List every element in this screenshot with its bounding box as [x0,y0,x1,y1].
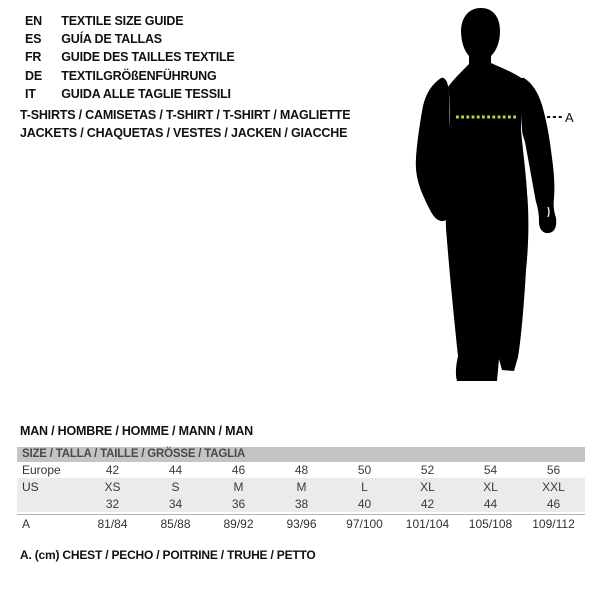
size-cell: 42 [105,463,120,477]
lang-label: GUIDA ALLE TAGLIE TESSILI [61,86,231,101]
size-cell: 34 [168,496,183,511]
size-cell: 44 [168,463,183,477]
size-cell: 38 [294,496,309,511]
size-cell: 54 [483,463,498,477]
lang-row-it [25,85,235,103]
size-cell: 97/100 [346,516,383,531]
size-cell: 93/96 [286,516,317,531]
lang-label: GUÍA DE TALLAS [61,32,162,47]
lang-code: FR [25,50,42,65]
size-cell: M [233,479,244,494]
size-table [17,447,585,532]
size-cell: 32 [105,496,120,511]
lang-label: TEXTILE SIZE GUIDE [61,14,184,28]
size-cell: 89/92 [223,516,254,531]
lang-label: GUIDE DES TAILLES TEXTILE [61,50,235,65]
man-silhouette-icon [416,8,556,381]
size-cell: L [361,479,368,494]
measurement-footnote: A. (cm) CHEST / PECHO / POITRINE / TRUHE / PETTO [20,548,316,562]
size-cell: S [171,479,180,494]
size-cell: M [296,479,307,494]
size-cell: 101/104 [405,516,450,531]
lang-row-en [25,12,235,30]
section-title: MAN / HOMBRE / HOMME / MANN / MAN [20,424,253,438]
size-cell: 42 [420,496,435,511]
size-cell: 85/88 [160,516,191,531]
row-label: US [22,479,39,494]
size-cell: 50 [357,463,372,477]
row-label: Europe [22,463,61,477]
lang-label: TEXTILGRÖßENFÜHRUNG [61,68,217,83]
table-row-europe [17,462,585,478]
size-cell: XS [104,479,121,494]
size-cell: XL [420,479,435,494]
table-row-chest [17,514,585,532]
size-cell: 81/84 [97,516,128,531]
size-cell: 46 [546,496,561,511]
size-cell: XL [483,479,498,494]
lang-code: IT [25,86,36,101]
category-tshirts: T-SHIRTS / CAMISETAS / T-SHIRT / T-SHIRT / MAGLIETTE [20,108,351,122]
size-cell: 105/108 [468,516,513,531]
language-list [25,12,235,103]
size-cell: 56 [546,463,561,477]
measure-label-a: A [565,110,574,125]
lang-row-fr [25,48,235,66]
man-silhouette [405,0,580,395]
size-cell: XXL [542,479,565,494]
size-cell: 36 [231,496,246,511]
table-row-numeric [17,495,585,512]
size-cell: 40 [357,496,372,511]
size-cell: 48 [294,463,309,477]
size-cell: 46 [231,463,246,477]
lang-row-de [25,67,235,85]
garment-categories [20,106,350,142]
lang-row-es [25,30,235,48]
lang-code: ES [25,32,42,47]
lang-code: EN [25,14,42,28]
size-cell: 52 [420,463,435,477]
lang-code: DE [25,68,42,83]
size-cell: 109/112 [532,516,575,531]
size-cell: 44 [483,496,498,511]
row-label: A [22,516,31,531]
size-table-header: SIZE / TALLA / TAILLE / GRÖSSE / TAGLIA [17,447,585,462]
category-jackets: JACKETS / CHAQUETAS / VESTES / JACKEN / GIACCHE [20,126,348,140]
table-row-us [17,478,585,495]
